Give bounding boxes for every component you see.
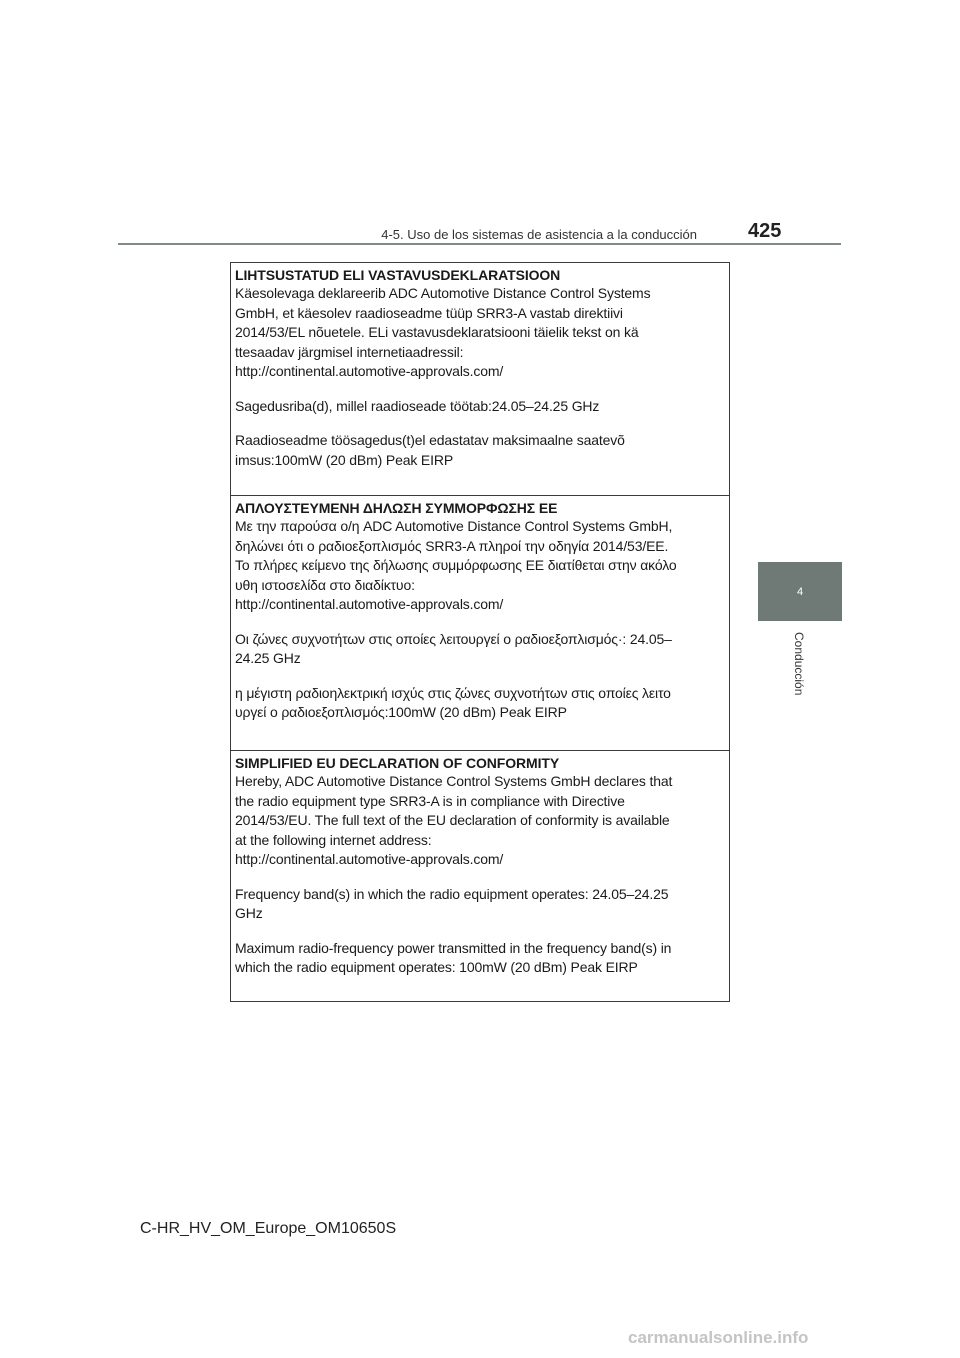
declaration-greek [231, 495, 729, 723]
declaration-line: which the radio equipment operates: 100mW (20 dBm) Peak EIRP [235, 959, 638, 975]
paragraph-gap [235, 416, 726, 431]
declaration-line: υθη ιστοσελίδα στο διαδίκτυο: [235, 576, 415, 593]
declaration-line: 2014/53/EU. The full text of the EU declaration of conformity is available [235, 812, 670, 828]
declaration-line: Frequency band(s) in which the radio equipment operates: 24.05–24.25 [235, 885, 669, 902]
chapter-number: 4 [796, 585, 804, 598]
declaration-line: 2014/53/EL nõuetele. ELi vastavusdeklaratsiooni täielik tekst on kä [235, 324, 639, 340]
declaration-line: 24.25 GHz [235, 650, 301, 666]
declaration-paragraph [235, 431, 726, 470]
declaration-line: Hereby, ADC Automotive Distance Control Systems GmbH declares that [235, 773, 673, 789]
watermark: carmanualsonline.info [628, 1328, 809, 1347]
declaration-line: GHz [235, 905, 263, 921]
paragraph-gap [235, 669, 726, 684]
declaration-english [231, 750, 729, 978]
declaration-line: GmbH, et käesolev raadioseadme tüüp SRR3-A vastab direktiivi [235, 304, 623, 321]
declaration-title: SIMPLIFIED EU DECLARATION OF CONFORMITY [235, 755, 560, 771]
declaration-line: http://continental.automotive-approvals.com/ [235, 596, 504, 612]
declaration-line: Käesolevaga deklareerib ADC Automotive Distance Control Systems [235, 285, 651, 301]
page-number: 425 [748, 220, 782, 242]
declaration-paragraph [235, 684, 726, 723]
paragraph-gap [235, 924, 726, 939]
chapter-tab[interactable] [758, 562, 842, 621]
declaration-paragraph [235, 630, 726, 669]
chapter-label: Conducción [792, 632, 806, 696]
declaration-line: Maximum radio-frequency power transmitted in the frequency band(s) in [235, 939, 672, 956]
declaration-line: Raadioseadme töösagedus(t)el edastatav maksimaalne saatevõ [235, 432, 625, 448]
declaration-line: Το πλήρες κείμενο της δήλωσης συμμόρφωσης ΕΕ διατίθεται στην ακόλο [235, 557, 677, 573]
declaration-title: ΑΠΛΟΥΣΤΕΥΜΕΝΗ ΔΗΛΩΣΗ ΣΥΜΜΟΡΦΩΣΗΣ ΕΕ [235, 500, 558, 516]
declaration-line: υργεί ο ραδιοεξοπλισμός:100mW (20 dBm) Peak EIRP [235, 704, 567, 720]
declaration-paragraph [235, 885, 726, 924]
declaration-title: LIHTSUSTATUD ELI VASTAVUSDEKLARATSIOON [235, 267, 561, 283]
declaration-paragraph [235, 397, 726, 417]
declaration-estonian [231, 263, 729, 470]
document-id: C-HR_HV_OM_Europe_OM10650S [140, 1220, 397, 1237]
declaration-line: η μέγιστη ραδιοηλεκτρική ισχύς στις ζώνες συχνοτήτων στις οποίες λειτο [235, 684, 671, 701]
declaration-line: Οι ζώνες συχνοτήτων στις οποίες λειτουργεί ο ραδιοεξοπλισμός·: 24.05– [235, 630, 672, 647]
declaration-line: ttesaadav järgmisel internetiaadressil: [235, 343, 464, 360]
declaration-line: Με την παρούσα ο/η ADC Automotive Distance Control Systems GmbH, [235, 518, 673, 534]
declaration-line: http://continental.automotive-approvals.com/ [235, 363, 504, 379]
conformity-declaration-box [230, 262, 730, 1002]
declaration-paragraph [235, 939, 726, 978]
declaration-line: imsus:100mW (20 dBm) Peak EIRP [235, 451, 454, 468]
declaration-paragraph [235, 772, 726, 870]
paragraph-gap [235, 870, 726, 885]
declaration-line: the radio equipment type SRR3-A is in compliance with Directive [235, 792, 625, 809]
declaration-line: δηλώνει ότι ο ραδιοεξοπλισμός SRR3-A πληροί την οδηγία 2014/53/ΕΕ. [235, 537, 669, 554]
running-header-section: 4-5. Uso de los sistemas de asistencia a la conducción [381, 227, 697, 242]
header-divider [118, 243, 841, 245]
declaration-line: http://continental.automotive-approvals.com/ [235, 851, 504, 867]
declaration-line: at the following internet address: [235, 831, 432, 848]
declaration-paragraph [235, 517, 726, 615]
paragraph-gap [235, 382, 726, 397]
declaration-line: Sagedusriba(d), millel raadioseade töötab:24.05–24.25 GHz [235, 397, 600, 414]
declaration-paragraph [235, 284, 726, 382]
paragraph-gap [235, 615, 726, 630]
